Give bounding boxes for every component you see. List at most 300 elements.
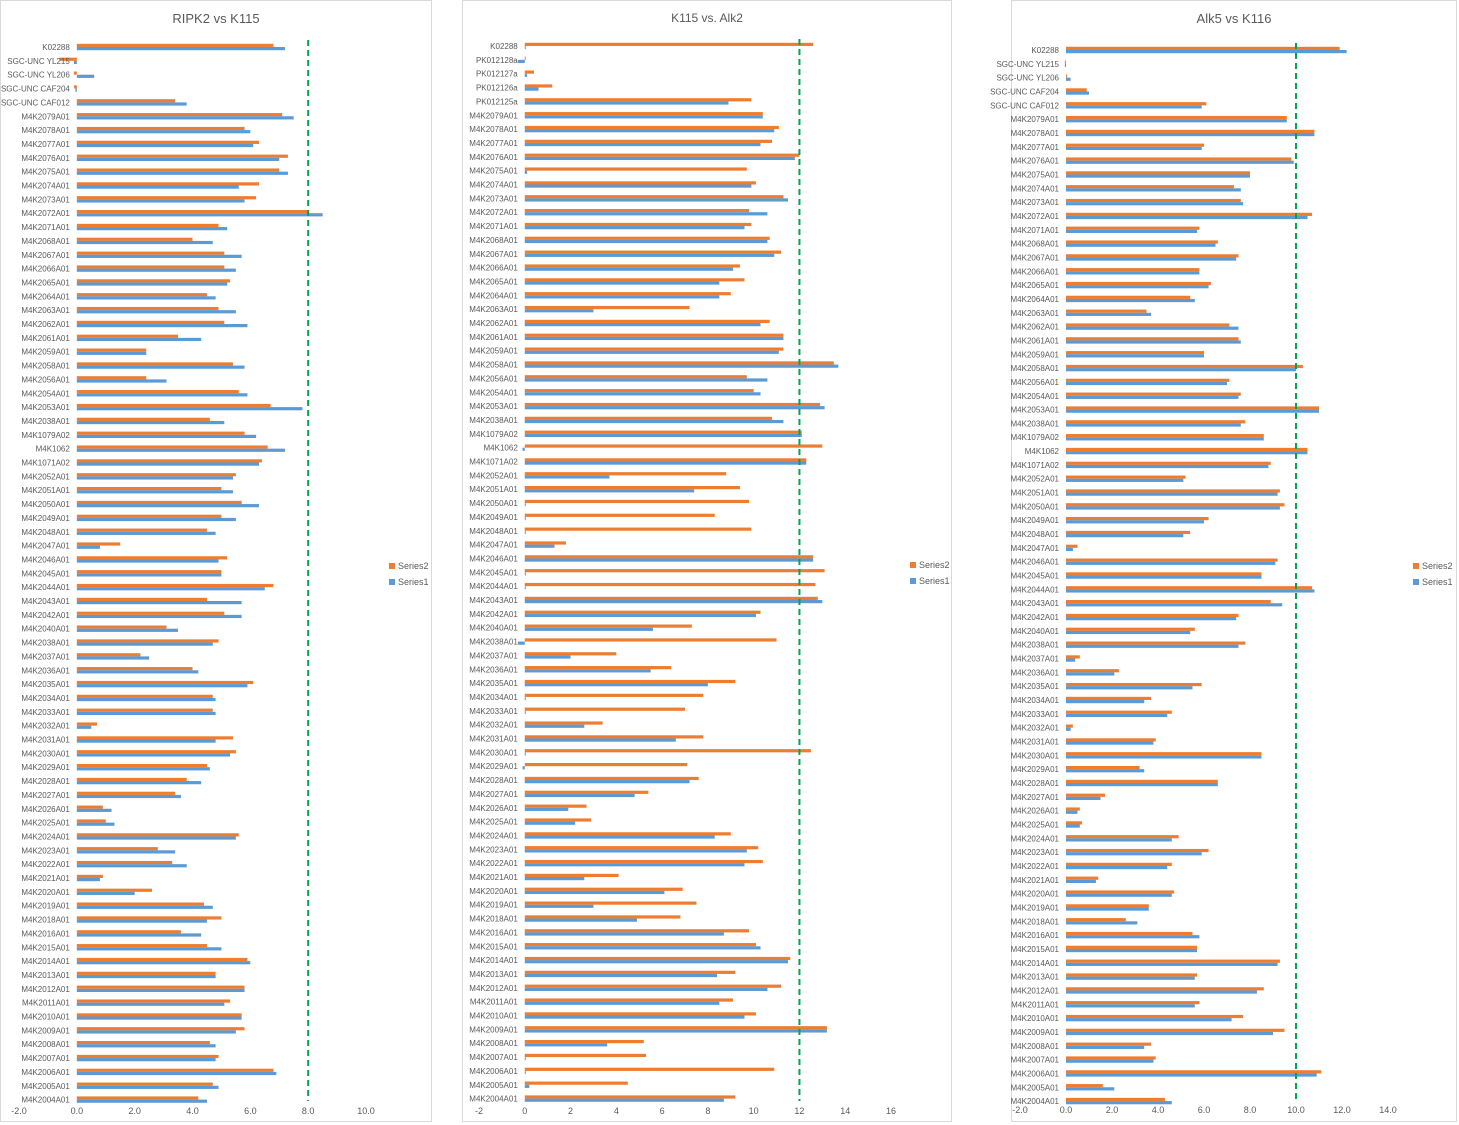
category-label: M4K2045A01: [1010, 571, 1059, 581]
category-label: M4K2015A01: [21, 943, 70, 953]
category-label: M4K2052A01: [21, 472, 70, 482]
x-tick-label: 0.0: [1059, 1105, 1073, 1115]
bar-series1: [77, 255, 242, 258]
category-label: M4K2071A01: [469, 222, 518, 232]
bar-series2: [1066, 738, 1156, 741]
bar-series1: [1066, 935, 1199, 938]
x-tick-label: 2.0: [128, 1106, 141, 1116]
bar-series2: [1066, 545, 1078, 548]
bar-series1: [77, 781, 201, 784]
bar-series1: [77, 712, 216, 715]
bar-series1: [525, 281, 720, 284]
bar-series2: [525, 597, 818, 600]
category-label: M4K2015A01: [469, 942, 518, 952]
category-label: M4K2023A01: [1010, 848, 1059, 858]
bar-series2: [525, 126, 779, 129]
bar-series2: [525, 140, 772, 143]
bar-series2: [1066, 655, 1080, 658]
category-label: M4K2032A01: [469, 720, 518, 730]
category-label: M4K2048A01: [21, 527, 70, 537]
bar-series1: [77, 892, 135, 895]
bar-series1: [77, 615, 242, 618]
bar-series1: [1066, 617, 1236, 620]
category-label: M4K2012A01: [469, 983, 518, 993]
category-label: M4K2063A01: [469, 305, 518, 315]
bar-series2: [525, 1012, 756, 1015]
category-label: M4K2064A01: [1010, 294, 1059, 304]
bar-series1: [77, 629, 178, 632]
bar-series1: [77, 366, 245, 369]
bar-series1: [77, 338, 201, 341]
category-label: M4K2046A01: [21, 555, 70, 565]
bar-series2: [1066, 268, 1199, 271]
category-label: M4K2058A01: [1010, 364, 1059, 374]
x-tick-label: 4.0: [1151, 1105, 1165, 1115]
bar-series1: [1066, 534, 1183, 537]
bar-series1: [525, 1085, 530, 1088]
bar-series1: [1066, 1004, 1195, 1007]
bar-series1: [77, 1003, 224, 1006]
bar-series1: [77, 379, 167, 382]
category-label: M4K2042A01: [1010, 613, 1059, 623]
bar-series2: [77, 999, 230, 1002]
bar-series2: [525, 264, 740, 267]
category-label: M4K2062A01: [1010, 322, 1059, 332]
category-label: M4K2052A01: [469, 471, 518, 481]
bar-series1: [77, 490, 233, 493]
bar-series1: [525, 628, 653, 631]
bar-series1: [77, 241, 213, 244]
bar-series2: [1066, 102, 1206, 105]
category-label: M4K2068A01: [1010, 239, 1059, 249]
bar-series1: [525, 1071, 526, 1074]
bar-series2: [1066, 130, 1314, 133]
x-tick-label: 10.0: [1287, 1105, 1305, 1115]
bar-series2: [77, 113, 282, 116]
bar-series1: [1066, 714, 1167, 717]
category-label: M4K2076A01: [21, 153, 70, 163]
bar-series2: [77, 542, 120, 545]
category-label: M4K2050A01: [1010, 502, 1059, 512]
bar-series1: [77, 836, 236, 839]
category-label: M4K2036A01: [21, 666, 70, 676]
category-label: M4K2078A01: [469, 125, 518, 135]
x-tick-label: 0: [522, 1106, 528, 1116]
bar-series1: [77, 130, 251, 133]
x-tick-label: 4: [613, 1106, 619, 1116]
bar-series1: [525, 572, 526, 575]
bar-series1: [525, 960, 788, 963]
bar-series1: [525, 697, 526, 700]
bar-series2: [1066, 877, 1098, 880]
bar-series2: [77, 182, 259, 185]
bar-series2: [1066, 1070, 1321, 1073]
bar-series2: [1066, 517, 1209, 520]
bar-series1: [77, 587, 265, 590]
category-label: M4K2071A01: [21, 223, 70, 233]
x-tick-label: 6: [659, 1106, 665, 1116]
bar-series1: [1066, 119, 1287, 122]
category-label: M4K2073A01: [1010, 198, 1059, 208]
bar-series1: [1066, 659, 1075, 662]
bar-series1: [1066, 340, 1241, 343]
category-label: M4K2066A01: [21, 264, 70, 274]
bar-series2: [525, 1026, 827, 1029]
bar-series2: [525, 818, 591, 821]
category-label: M4K2079A01: [1010, 115, 1059, 125]
category-label: M4K2013A01: [1010, 972, 1059, 982]
bar-series2: [1066, 88, 1087, 91]
bar-series2: [525, 348, 784, 351]
legend-swatch: [389, 579, 395, 585]
bar-series2: [1066, 296, 1190, 299]
category-label: M4K2046A01: [469, 554, 518, 564]
x-tick-label: 12: [794, 1106, 805, 1116]
category-label: M4K2044A01: [469, 582, 518, 592]
category-label: M4K2047A01: [21, 541, 70, 551]
category-label: SGC-UNC CAF012: [0, 98, 70, 108]
bar-series1: [1066, 188, 1241, 191]
bar-series1: [525, 392, 761, 395]
bar-series2: [525, 57, 526, 60]
bar-series1: [525, 988, 768, 991]
bar-series1: [77, 310, 236, 313]
bar-series1: [1066, 174, 1250, 177]
bar-series2: [525, 805, 587, 808]
bar-series2: [1066, 393, 1241, 396]
category-label: M4K2061A01: [1010, 336, 1059, 346]
bar-series2: [77, 695, 213, 698]
bar-series2: [77, 598, 207, 601]
category-label: M4K2033A01: [1010, 709, 1059, 719]
bar-series1: [525, 614, 756, 617]
bar-series2: [1066, 434, 1264, 437]
bar-series1: [1066, 396, 1239, 399]
category-label: M4K2044A01: [21, 583, 70, 593]
category-label: M4K2032A01: [21, 721, 70, 731]
bar-series1: [77, 975, 216, 978]
bar-series2: [525, 985, 781, 988]
category-label: M4K2018A01: [469, 914, 518, 924]
bar-series2: [77, 986, 245, 989]
bar-series2: [1066, 489, 1280, 492]
category-label: M4K2020A01: [21, 887, 70, 897]
bar-series2: [525, 417, 772, 420]
bar-series2: [1066, 503, 1285, 506]
category-label: M4K2045A01: [469, 568, 518, 578]
category-label: M4K2004A01: [21, 1095, 70, 1105]
bar-series2: [1066, 559, 1278, 562]
category-label: M4K2051A01: [469, 485, 518, 495]
bar-series1: [1066, 880, 1096, 883]
category-label: M4K2031A01: [21, 735, 70, 745]
category-label: M4K2010A01: [469, 1011, 518, 1021]
category-label: M4K2027A01: [21, 790, 70, 800]
category-label: M4K2025A01: [1010, 820, 1059, 830]
bar-series2: [77, 1083, 213, 1086]
bar-series1: [525, 905, 594, 908]
bar-series2: [1066, 420, 1245, 423]
bar-series2: [77, 418, 210, 421]
bar-series1: [77, 546, 100, 549]
bar-series1: [1066, 410, 1319, 413]
bar-series2: [1066, 1084, 1103, 1087]
bar-series2: [1066, 74, 1067, 77]
bar-series2: [525, 320, 770, 323]
bar-series2: [77, 861, 172, 864]
bar-series1: [525, 669, 651, 672]
category-label: M4K2040A01: [1010, 626, 1059, 636]
bar-series1: [525, 725, 585, 728]
category-label: M4K2049A01: [1010, 516, 1059, 526]
bar-series2: [525, 569, 825, 572]
bar-series1: [1066, 493, 1278, 496]
category-label: M4K2013A01: [469, 969, 518, 979]
bar-series2: [525, 154, 800, 157]
bar-series1: [1066, 285, 1209, 288]
chart-alk5-vs-k116: [990, 1, 1456, 1121]
bar-series2: [525, 1054, 646, 1057]
bar-series2: [77, 44, 274, 47]
category-label: SGC-UNC YL215: [996, 59, 1059, 69]
category-label: M4K2064A01: [469, 291, 518, 301]
bar-series1: [77, 116, 294, 119]
bar-series1: [525, 420, 784, 423]
category-label: M4K2021A01: [1010, 875, 1059, 885]
category-label: M4K2074A01: [1010, 184, 1059, 194]
category-label: M4K2066A01: [1010, 267, 1059, 277]
category-label: M4K2078A01: [1010, 128, 1059, 138]
bar-series1: [1066, 147, 1202, 150]
bar-series1: [1066, 852, 1202, 855]
bar-series1: [1066, 368, 1296, 371]
bar-series2: [1066, 669, 1119, 672]
bar-series1: [1066, 700, 1144, 703]
bar-series1: [1066, 313, 1151, 316]
bar-series1: [1066, 562, 1275, 565]
bar-series1: [1066, 907, 1149, 910]
category-label: M4K2009A01: [1010, 1027, 1059, 1037]
category-label: M4K2067A01: [469, 249, 518, 259]
bar-series2: [77, 639, 219, 642]
x-tick-label: 0.0: [70, 1106, 84, 1116]
legend-label: Series2: [1422, 561, 1453, 571]
bar-series2: [1066, 628, 1195, 631]
bar-series1: [525, 655, 571, 658]
category-label: M4K2076A01: [469, 152, 518, 162]
bar-series1: [77, 1072, 277, 1075]
bar-series2: [525, 541, 566, 544]
category-label: M4K2007A01: [469, 1053, 518, 1063]
bar-series2: [77, 238, 193, 241]
category-label: M4K2018A01: [1010, 917, 1059, 927]
bar-series1: [1066, 299, 1195, 302]
category-label: M4K2026A01: [21, 804, 70, 814]
chart-ripk2-vs-k115: [1, 1, 431, 1121]
bar-series1: [1066, 824, 1080, 827]
bar-series1: [77, 476, 233, 479]
bar-series1: [77, 947, 222, 950]
bar-series1: [77, 933, 201, 936]
bar-series1: [525, 226, 745, 229]
bar-series1: [525, 752, 526, 755]
bar-series1: [1066, 161, 1294, 164]
category-label: M4K2063A01: [1010, 308, 1059, 318]
bar-series1: [77, 989, 245, 992]
category-label: M4K2053A01: [1010, 405, 1059, 415]
bar-series1: [525, 46, 526, 49]
bar-series1: [1066, 603, 1282, 606]
legend-swatch: [910, 578, 916, 584]
bar-series1: [77, 767, 210, 770]
category-label: M4K2023A01: [469, 845, 518, 855]
bar-series2: [525, 638, 777, 641]
category-label: M4K2020A01: [1010, 889, 1059, 899]
bar-series1: [77, 809, 112, 812]
category-label: M4K2026A01: [1010, 806, 1059, 816]
category-label: M4K2025A01: [21, 818, 70, 828]
bar-series2: [77, 99, 175, 102]
bar-series2: [525, 43, 813, 46]
bar-series1: [77, 504, 259, 507]
category-label: M4K2027A01: [1010, 792, 1059, 802]
bar-series2: [77, 265, 224, 268]
bar-series2: [525, 915, 681, 918]
bar-series1: [522, 448, 524, 451]
category-label: PK012127a: [475, 69, 518, 79]
bar-series2: [1066, 116, 1287, 119]
bar-series1: [1066, 244, 1216, 247]
category-label: M4K2006A01: [1010, 1069, 1059, 1079]
bar-series2: [1066, 752, 1262, 755]
bar-series1: [77, 698, 216, 701]
bar-series1: [77, 864, 187, 867]
category-label: M4K2077A01: [469, 138, 518, 148]
bar-series2: [525, 361, 834, 364]
category-label: M4K2036A01: [469, 665, 518, 675]
bar-series2: [77, 445, 268, 448]
bar-series1: [525, 517, 526, 520]
bar-series1: [1066, 838, 1172, 841]
bar-series1: [1066, 91, 1089, 94]
category-label: M4K2072A01: [469, 208, 518, 218]
bar-series2: [77, 916, 222, 919]
category-label: M4K2004A01: [1010, 1097, 1059, 1107]
category-label: M4K2061A01: [469, 332, 518, 342]
category-label: M4K2062A01: [21, 320, 70, 329]
bar-series1: [525, 863, 745, 866]
category-label: M4K2061A01: [21, 333, 70, 343]
category-label: M4K2037A01: [21, 652, 70, 662]
bar-series2: [77, 570, 222, 573]
category-label: M4K2065A01: [1010, 281, 1059, 291]
bar-series2: [525, 237, 770, 240]
category-label: M4K2007A01: [1010, 1055, 1059, 1065]
bar-series1: [525, 365, 839, 368]
bar-series2: [77, 127, 245, 130]
bar-series2: [1066, 351, 1204, 354]
bar-series1: [1066, 631, 1190, 634]
category-label: M4K2051A01: [1010, 488, 1059, 498]
category-label: M4K2019A01: [469, 900, 518, 910]
x-tick-label: 8.0: [301, 1106, 315, 1116]
bar-series2: [77, 667, 193, 670]
bar-series2: [77, 1096, 198, 1099]
category-label: M4K2056A01: [1010, 377, 1059, 387]
category-label: M4K2059A01: [21, 347, 70, 357]
bar-series2: [77, 806, 103, 809]
bar-series1: [525, 434, 802, 437]
bar-series1: [1066, 437, 1264, 440]
bar-series1: [1066, 645, 1239, 648]
bar-series1: [525, 406, 825, 409]
bar-series1: [525, 849, 747, 852]
bar-series2: [1066, 337, 1239, 340]
legend-label: Series1: [1422, 577, 1453, 587]
bar-series2: [77, 1013, 242, 1016]
bar-series2: [77, 626, 167, 629]
bar-series2: [1066, 683, 1202, 686]
bar-series2: [1066, 946, 1197, 949]
bar-series2: [525, 98, 752, 101]
category-label: M4K2046A01: [1010, 557, 1059, 567]
bar-series1: [77, 186, 239, 189]
bar-series1: [525, 157, 795, 160]
category-label: M4K2077A01: [21, 139, 70, 149]
bar-series1: [525, 1043, 607, 1046]
category-label: M4K2038A01: [1010, 419, 1059, 429]
bar-series1: [525, 337, 784, 340]
bar-series1: [1066, 1101, 1172, 1104]
bar-series1: [1066, 216, 1308, 219]
bar-series2: [77, 764, 207, 767]
category-label: M4K2042A01: [21, 610, 70, 620]
category-label: SGC-UNC CAF012: [990, 101, 1059, 111]
x-tick-label: 4.0: [186, 1106, 199, 1116]
category-label: M4K2035A01: [1010, 682, 1059, 692]
category-label: M4K2038A01: [1010, 640, 1059, 650]
category-label: M4K2038A01: [469, 637, 518, 647]
category-label: M4K2024A01: [469, 831, 518, 841]
category-label: M4K2016A01: [21, 929, 70, 939]
bar-series2: [525, 625, 692, 628]
bar-series1: [77, 435, 256, 438]
bar-series2: [1066, 310, 1147, 313]
bar-series1: [1066, 894, 1172, 897]
bar-series2: [525, 721, 603, 724]
category-label: M4K2053A01: [21, 403, 70, 413]
bar-series2: [77, 750, 236, 753]
category-label: M4K2008A01: [1010, 1041, 1059, 1051]
bar-series1: [77, 1058, 216, 1061]
bar-series2: [77, 972, 216, 975]
bar-series2: [525, 112, 763, 115]
bar-series2: [77, 529, 207, 532]
bar-series2: [1066, 572, 1262, 575]
bar-series1: [77, 421, 224, 424]
bar-series2: [525, 777, 699, 780]
bar-series2: [525, 791, 649, 794]
category-label: M4K2005A01: [1010, 1083, 1059, 1093]
bar-series2: [525, 472, 726, 475]
bar-series2: [525, 611, 761, 614]
bar-series1: [1066, 783, 1218, 786]
bar-series1: [77, 449, 285, 452]
bar-series2: [77, 224, 219, 227]
category-label: M4K2037A01: [469, 651, 518, 661]
bar-series1: [525, 115, 763, 118]
bar-series1: [1066, 1060, 1153, 1063]
